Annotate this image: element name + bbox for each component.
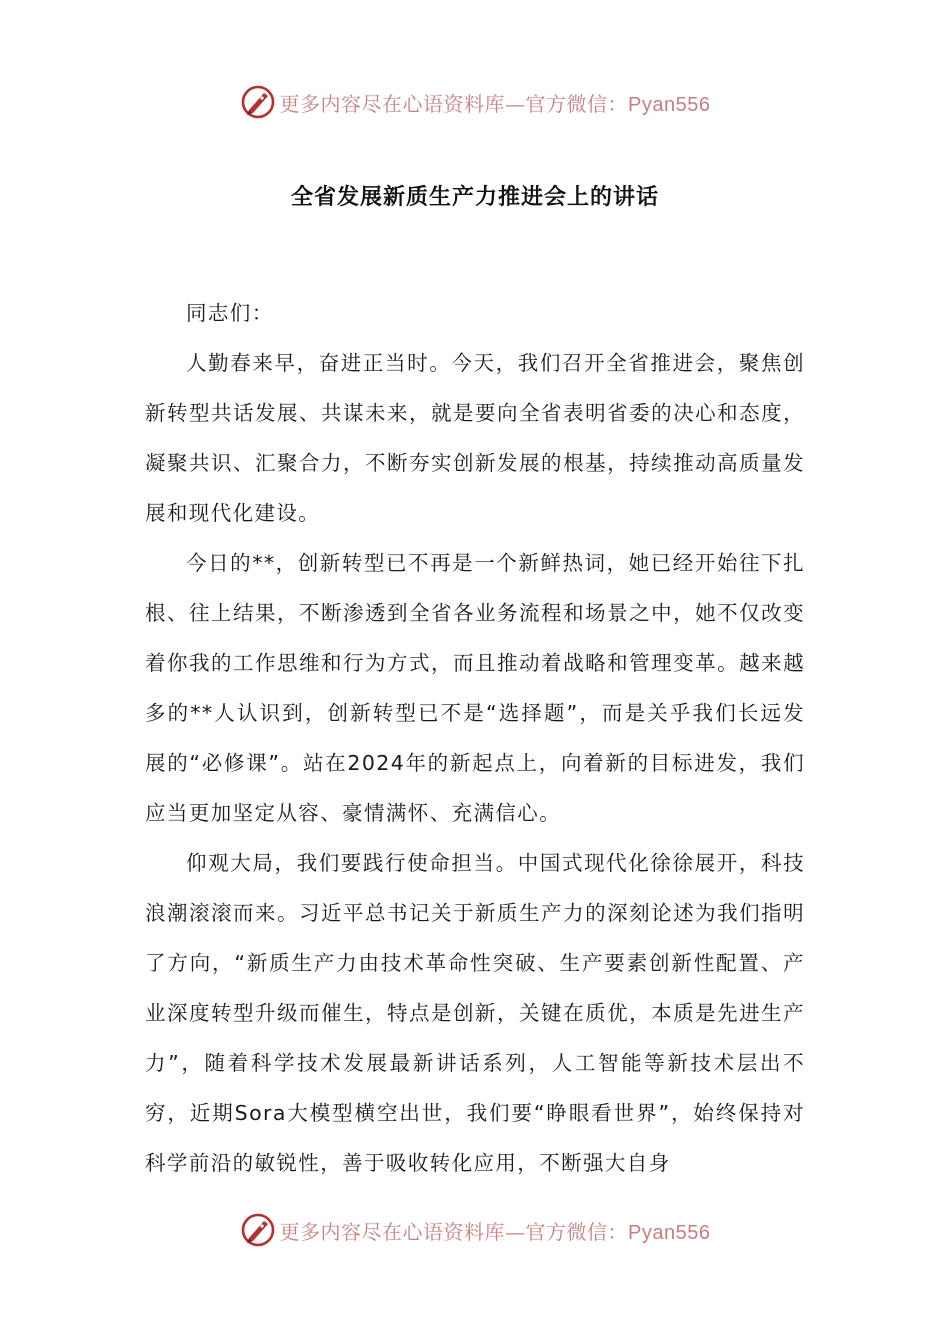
footer-banner	[0, 1210, 950, 1250]
pen-logo-icon	[240, 84, 276, 120]
wechat-id: Pyan556	[628, 1221, 711, 1244]
document-title: 全省发展新质生产力推进会上的讲话	[290, 185, 659, 210]
greeting: 同志们：	[186, 301, 274, 325]
banner-text: 更多内容尽在心语资料库—官方微信：Pyan556	[279, 91, 711, 116]
document-body	[145, 288, 805, 1188]
banner-text: 更多内容尽在心语资料库—官方微信：Pyan556	[279, 1219, 711, 1244]
paragraph-3: 仰观大局，我们要践行使命担当。中国式现代化徐徐展开，科技浪潮滚滚而来。习近平总书记关于新质生产力的深刻论述为我们指明了方向，“新质生产力由技术革命性突破、生产要素创新性配置、产业深度转型升级而催生，特点是创新，关键在质优，本质是先进生产力”，随着科学技术发展最新讲话系列，人工智能等新技术层出不穷，近期Sora大模型横空出世，我们要“睁眼看世界”，始终保持对科学前沿的敏锐性，善于吸收转化应用，不断强大自身	[145, 851, 805, 1175]
paragraph-2: 今日的**，创新转型已不再是一个新鲜热词，她已经开始往下扎根、往上结果，不断渗透到全省各业务流程和场景之中，她不仅改变着你我的工作思维和行为方式，而且推动着战略和管理变革。越来越多的**人认识到，创新转型已不是“选择题”，而是关乎我们长远发展的“必修课”。站在2024年的新起点上，向着新的目标进发，我们应当更加坚定从容、豪情满怀、充满信心。	[145, 551, 805, 825]
paragraph-1: 人勤春来早，奋进正当时。今天，我们召开全省推进会，聚焦创新转型共话发展、共谋未来，就是要向全省表明省委的决心和态度，凝聚共识、汇聚合力，不断夯实创新发展的根基，持续推动高质量发展和现代化建设。	[145, 351, 805, 525]
pen-logo-icon	[240, 1212, 276, 1248]
wechat-id: Pyan556	[628, 93, 711, 116]
header-banner	[0, 82, 950, 122]
